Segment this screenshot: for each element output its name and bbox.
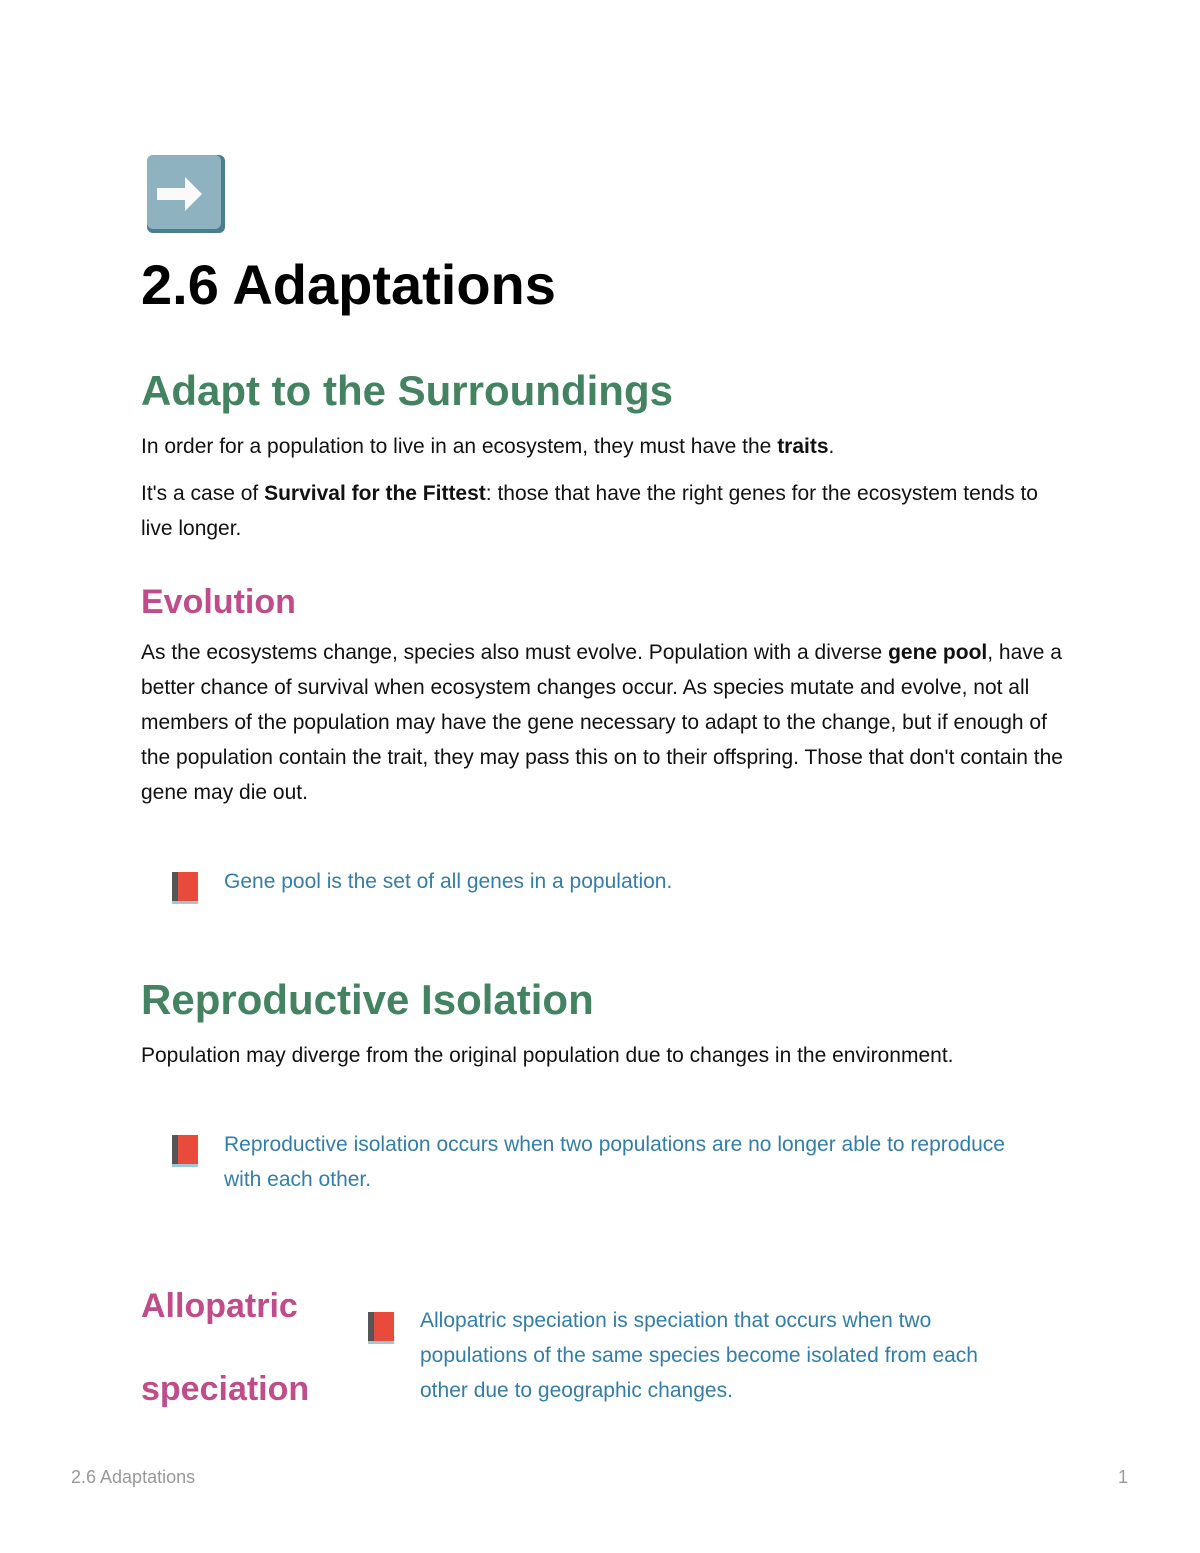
paragraph-survival: It's a case of Survival for the Fittest: those that have the right genes for the ecosystem tends to live longer. (141, 482, 1038, 540)
heading-adapt-to-surroundings: Adapt to the Surroundings (141, 367, 673, 414)
callout-allopatric-speciation: Allopatric speciation is speciation that occurs when two populations of the same species become isolated from each other due to geographic changes. (420, 1309, 978, 1402)
red-book-icon (171, 1134, 199, 1168)
heading-reproductive-isolation: Reproductive Isolation (141, 976, 594, 1023)
paragraph-traits: In order for a population to live in an ecosystem, they must have the traits. (141, 435, 835, 458)
page-title: 2.6 Adaptations (141, 253, 556, 316)
arrow-right-icon (145, 153, 227, 235)
paragraph-diverge: Population may diverge from the original population due to changes in the environment. (141, 1044, 954, 1067)
red-book-icon (367, 1311, 395, 1345)
heading-evolution: Evolution (141, 583, 296, 621)
callout-gene-pool: Gene pool is the set of all genes in a population. (224, 870, 673, 893)
page-number: 1 (1118, 1467, 1129, 1487)
footer-title: 2.6 Adaptations (71, 1467, 196, 1487)
paragraph-evolution: As the ecosystems change, species also must evolve. Population with a diverse gene pool, have a better chance of survival when ecosystem changes occur. As species mutate and evolve, not all members of the population may have the gene necessary to adapt to the change, but if enough of the population contain the trait, they may pass this on to their offspring. Those that don't contain the gene may die out. (141, 641, 1063, 804)
red-book-icon (171, 871, 199, 905)
callout-reproductive-isolation: Reproductive isolation occurs when two populations are no longer able to reproduce with each other. (224, 1133, 1005, 1191)
heading-speciation: speciation (141, 1370, 310, 1408)
heading-allopatric: Allopatric (141, 1287, 298, 1325)
